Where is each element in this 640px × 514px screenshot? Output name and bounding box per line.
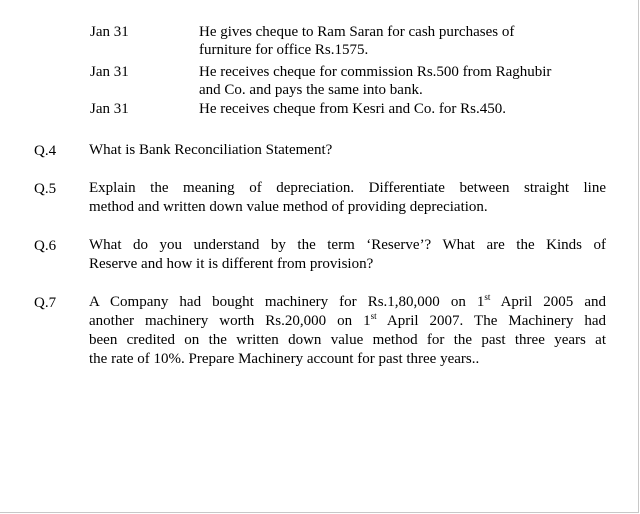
ordinal-suffix: st xyxy=(484,292,491,302)
entry-date: Jan 31 xyxy=(90,24,129,40)
question-line-part: April 2007. The Machinery had xyxy=(376,313,606,329)
question-number: Q.5 xyxy=(34,181,57,197)
question-line-part: A Company had bought machinery for Rs.1,80,000 on 1 xyxy=(89,294,485,310)
entry-line: furniture for office Rs.1575. xyxy=(199,42,369,58)
entry-date: Jan 31 xyxy=(90,101,129,117)
question-text xyxy=(89,141,606,160)
question-number: Q.6 xyxy=(34,238,57,254)
question-line: the rate of 10%. Prepare Machinery account for past three years.. xyxy=(89,351,480,367)
question-line: What do you understand by the term ‘Reserve’? What are the Kinds of xyxy=(89,237,606,253)
question-line: method and written down value method of providing depreciation. xyxy=(89,199,488,215)
question-line xyxy=(89,293,606,312)
question-line: Reserve and how it is different from provision? xyxy=(89,256,374,272)
question-line: Explain the meaning of depreciation. Differentiate between straight line xyxy=(89,180,606,196)
entry-description xyxy=(199,23,514,59)
entry-line: He receives cheque from Kesri and Co. for Rs.450. xyxy=(199,101,506,117)
question-text xyxy=(89,236,606,274)
entry-date: Jan 31 xyxy=(90,64,129,80)
ordinal-suffix: st xyxy=(370,311,377,321)
entry-line: and Co. and pays the same into bank. xyxy=(199,82,423,98)
entry-line: He gives cheque to Ram Saran for cash purchases of xyxy=(199,24,515,40)
question-line-part: April 2005 and xyxy=(490,294,607,310)
entry-line: He receives cheque for commission Rs.500 from Raghubir xyxy=(199,64,552,80)
entry-description xyxy=(199,100,506,118)
question-line-part: another machinery worth Rs.20,000 on 1 xyxy=(89,313,371,329)
question-text xyxy=(89,293,606,369)
entry-description xyxy=(199,63,551,99)
question-text xyxy=(89,179,606,217)
question-line: been credited on the written down value method for the past three years at xyxy=(89,332,606,348)
question-number: Q.7 xyxy=(34,295,57,311)
question-line: What is Bank Reconciliation Statement? xyxy=(89,142,333,158)
question-line xyxy=(89,312,606,331)
question-number: Q.4 xyxy=(34,143,57,159)
